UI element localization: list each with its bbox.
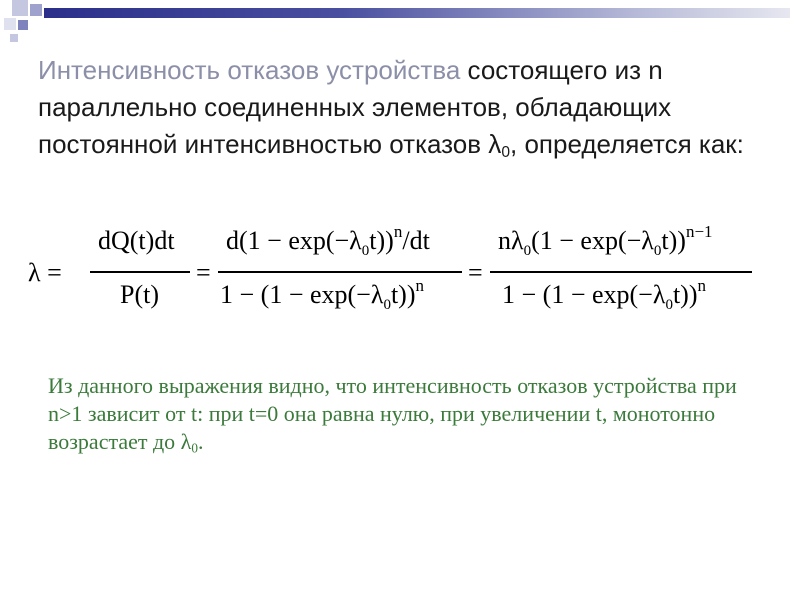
fraction2-line (218, 271, 462, 273)
fraction3-num-exponent: n−1 (685, 222, 713, 241)
intro-end: , определяется как: (510, 129, 744, 159)
lambda-subscript: 0 (361, 243, 370, 259)
fraction3-den-a: 1 − (1 − exp(−λ (502, 280, 666, 309)
deco-square (10, 34, 18, 42)
fraction2-numerator (226, 222, 430, 259)
conclusion-paragraph (48, 372, 748, 456)
fraction3-numerator (498, 222, 713, 259)
intro-subscript: 0 (501, 143, 510, 161)
intro-text: состоящего из n параллельно соединенных элементов, обладающих постоянной интенсивностью отказов λ (38, 55, 672, 159)
conclusion-subscript: 0 (191, 440, 198, 456)
deco-square (18, 20, 28, 30)
formula-lhs: λ = (28, 258, 62, 287)
deco-square (30, 4, 42, 16)
lambda-subscript: 0 (653, 243, 662, 259)
fraction2-num-exponent: n (393, 222, 403, 241)
lambda-subscript: 0 (665, 297, 673, 313)
conclusion-text: Из данного выражения видно, что интенсивность отказов устройства при n>1 зависит от t: при t=0 она равна нулю, при увеличении t, монотонно возрастает до λ (48, 373, 737, 454)
formula-equals-2: = (468, 258, 483, 287)
fraction3-num-c: t)) (661, 226, 686, 255)
intro-paragraph (38, 52, 778, 163)
fraction3-num-b: (1 − exp(−λ (531, 226, 654, 255)
deco-square (12, 0, 28, 16)
fraction3-line (490, 271, 752, 273)
fraction3-den-exponent: n (697, 276, 706, 295)
lambda-subscript: 0 (383, 297, 391, 313)
intro-highlight: Интенсивность отказов устройства (38, 55, 461, 85)
fraction1-numerator: dQ(t)dt (98, 226, 175, 255)
fraction2-num-b: t)) (369, 226, 394, 255)
fraction2-num-a: d(1 − exp(−λ (226, 226, 362, 255)
fraction1-denominator: P(t) (120, 280, 159, 309)
conclusion-end: . (197, 429, 204, 454)
fraction1-line (90, 271, 190, 273)
fraction3-num-a: nλ (498, 226, 524, 255)
fraction2-den-exponent: n (415, 276, 424, 295)
header-bar (44, 8, 790, 18)
lambda-subscript: 0 (523, 243, 532, 259)
formula-equals-1: = (196, 258, 211, 287)
fraction3-den-b: t)) (672, 280, 698, 309)
fraction2-num-c: /dt (402, 226, 430, 255)
fraction2-denominator (220, 276, 424, 313)
fraction2-den-b: t)) (390, 280, 416, 309)
fraction2-den-a: 1 − (1 − exp(−λ (220, 280, 384, 309)
deco-square (4, 18, 16, 30)
fraction3-denominator (502, 276, 706, 313)
